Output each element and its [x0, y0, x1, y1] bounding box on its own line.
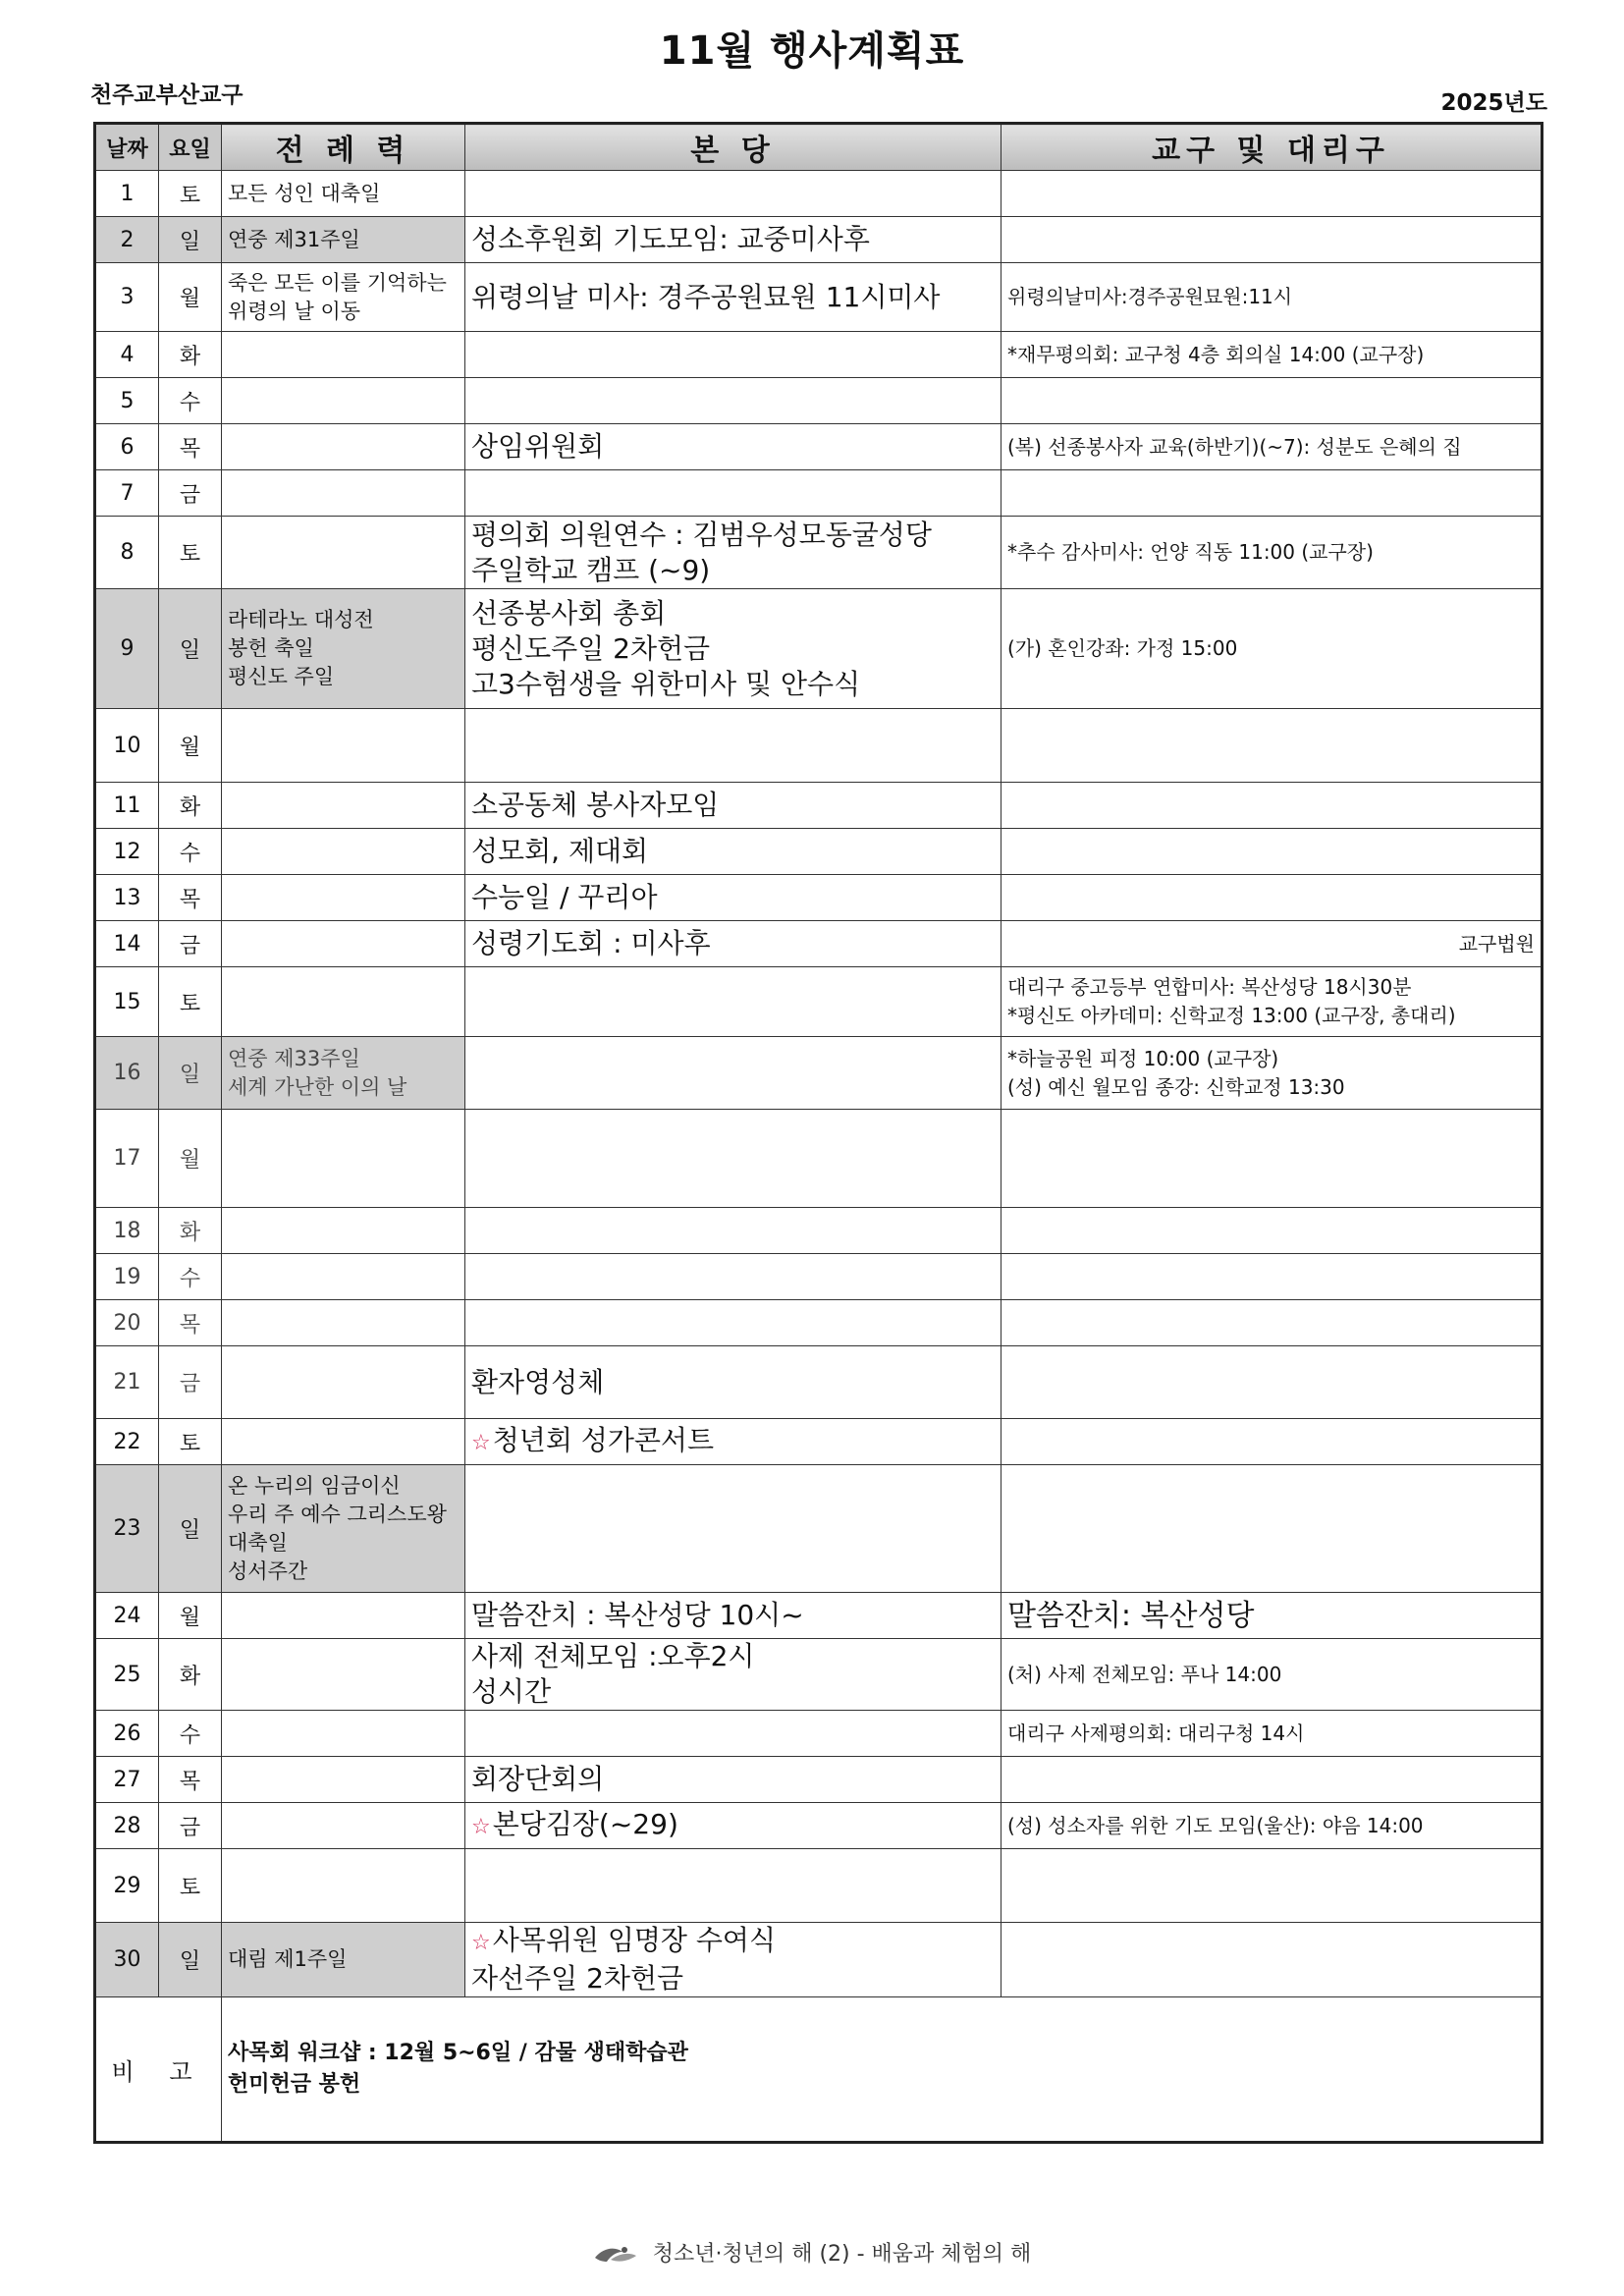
date-cell: 28 — [95, 1803, 159, 1849]
district-cell — [1001, 1639, 1543, 1711]
parish-cell — [465, 1849, 1001, 1923]
date-cell: 21 — [95, 1346, 159, 1419]
parish-line: 선종봉사회 총회 — [471, 596, 667, 629]
liturgy-cell — [222, 171, 465, 217]
liturgy-line: 우리 주 예수 그리스도왕 — [228, 1502, 447, 1526]
parish-line-text: 사목위원 임명장 수여식 — [492, 1924, 777, 1956]
footer — [0, 2237, 1624, 2268]
parish-cell — [465, 1923, 1001, 1997]
liturgy-line: 모든 성인 대축일 — [228, 181, 381, 205]
parish-line: 주일학교 캠프 (~9) — [471, 553, 711, 586]
remarks-line: 사목회 워크샵 : 12월 5~6일 / 감물 생태학습관 — [228, 2041, 688, 2065]
parish-line: 상임위원회 — [471, 430, 605, 463]
date-cell: 26 — [95, 1711, 159, 1757]
parish-cell — [465, 332, 1001, 378]
parish-cell — [465, 171, 1001, 217]
parish-line: 회장단회의 — [471, 1763, 605, 1795]
parish-line: 평신도주일 2차헌금 — [471, 631, 711, 665]
parish-cell — [465, 1037, 1001, 1110]
remarks-row — [95, 1997, 1543, 2143]
liturgy-cell — [222, 1208, 465, 1254]
red-star-icon: ☆ — [471, 1814, 491, 1839]
weekday-cell: 수 — [159, 378, 222, 424]
weekday-cell: 수 — [159, 1711, 222, 1757]
weekday-cell: 금 — [159, 470, 222, 517]
liturgy-cell — [222, 1465, 465, 1593]
date-cell: 20 — [95, 1300, 159, 1346]
remarks-line: 헌미헌금 봉헌 — [228, 2072, 361, 2097]
parish-cell — [465, 921, 1001, 967]
liturgy-cell — [222, 1593, 465, 1639]
date-cell: 19 — [95, 1254, 159, 1300]
schedule-table — [93, 122, 1543, 2144]
date-cell: 27 — [95, 1757, 159, 1803]
parish-line: 환자영성체 — [471, 1365, 605, 1398]
date-cell: 23 — [95, 1465, 159, 1593]
date-cell: 16 — [95, 1037, 159, 1110]
column-header-date: 날짜 — [95, 124, 159, 171]
table-row — [95, 967, 1543, 1037]
table-row — [95, 1346, 1543, 1419]
weekday-cell: 화 — [159, 332, 222, 378]
date-cell: 22 — [95, 1419, 159, 1465]
liturgy-cell — [222, 1923, 465, 1997]
liturgy-cell — [222, 470, 465, 517]
year-label: 2025년도 — [1440, 90, 1547, 116]
table-row — [95, 921, 1543, 967]
parish-cell — [465, 875, 1001, 921]
table-row — [95, 1254, 1543, 1300]
liturgy-cell — [222, 709, 465, 783]
weekday-cell: 월 — [159, 1593, 222, 1639]
liturgy-cell — [222, 1757, 465, 1803]
district-cell — [1001, 1254, 1543, 1300]
district-cell — [1001, 332, 1543, 378]
date-cell: 11 — [95, 783, 159, 829]
liturgy-cell — [222, 1300, 465, 1346]
table-row — [95, 1419, 1543, 1465]
liturgy-cell — [222, 1419, 465, 1465]
parish-cell — [465, 783, 1001, 829]
weekday-cell: 화 — [159, 1208, 222, 1254]
date-cell: 1 — [95, 171, 159, 217]
liturgy-cell — [222, 1037, 465, 1110]
district-cell — [1001, 171, 1543, 217]
liturgy-cell — [222, 263, 465, 332]
weekday-cell: 일 — [159, 1037, 222, 1110]
red-star-icon: ☆ — [471, 1931, 491, 1955]
table-row — [95, 378, 1543, 424]
parish-line: 성시간 — [471, 1675, 552, 1708]
liturgy-cell — [222, 589, 465, 709]
parish-cell — [465, 1757, 1001, 1803]
parish-line — [471, 1423, 995, 1461]
liturgy-line: 성서주간 — [228, 1558, 308, 1583]
table-row — [95, 1300, 1543, 1346]
weekday-cell: 일 — [159, 589, 222, 709]
liturgy-line: 죽은 모든 이를 기억하는 — [228, 270, 447, 295]
date-cell: 24 — [95, 1593, 159, 1639]
district-cell — [1001, 378, 1543, 424]
district-cell — [1001, 709, 1543, 783]
table-row — [95, 1639, 1543, 1711]
weekday-cell: 토 — [159, 517, 222, 589]
date-cell: 12 — [95, 829, 159, 875]
liturgy-line: 온 누리의 임금이신 — [228, 1473, 401, 1498]
date-cell: 3 — [95, 263, 159, 332]
weekday-cell: 화 — [159, 783, 222, 829]
parish-cell — [465, 1346, 1001, 1419]
district-line: *하늘공원 피정 10:00 (교구장) — [1007, 1046, 1279, 1070]
district-cell — [1001, 1465, 1543, 1593]
parish-line — [471, 1961, 995, 1996]
parish-line: 소공동체 봉사자모임 — [471, 789, 720, 821]
liturgy-line: 연중 제31주일 — [228, 227, 360, 251]
district-cell — [1001, 1757, 1543, 1803]
parish-cell — [465, 1208, 1001, 1254]
liturgy-line: 대림 제1주일 — [228, 1947, 348, 1971]
organization-name: 천주교부산교구 — [90, 82, 244, 108]
date-cell: 29 — [95, 1849, 159, 1923]
table-row — [95, 1757, 1543, 1803]
district-line: 대리구 중고등부 연합미사: 복산성당 18시30분 — [1007, 975, 1412, 999]
parish-cell — [465, 1110, 1001, 1208]
weekday-cell: 토 — [159, 171, 222, 217]
parish-line — [471, 1807, 995, 1845]
weekday-cell: 토 — [159, 1849, 222, 1923]
liturgy-cell — [222, 1711, 465, 1757]
district-cell — [1001, 470, 1543, 517]
parish-line-text: 본당김장(~29) — [492, 1807, 678, 1840]
liturgy-cell — [222, 1110, 465, 1208]
district-cell — [1001, 1923, 1543, 1997]
district-line: (처) 사제 전체모임: 푸나 14:00 — [1007, 1662, 1282, 1686]
district-cell — [1001, 921, 1543, 967]
table-row — [95, 217, 1543, 263]
table-row — [95, 1711, 1543, 1757]
parish-line — [471, 1923, 995, 1961]
parish-line: 성령기도회 : 미사후 — [471, 927, 711, 959]
table-row — [95, 1849, 1543, 1923]
schedule-body — [95, 171, 1543, 1997]
table-row — [95, 424, 1543, 470]
date-cell: 13 — [95, 875, 159, 921]
date-cell: 2 — [95, 217, 159, 263]
liturgy-cell — [222, 1849, 465, 1923]
date-cell: 18 — [95, 1208, 159, 1254]
district-cell — [1001, 875, 1543, 921]
liturgy-cell — [222, 921, 465, 967]
district-line: 위령의날미사:경주공원묘원:11시 — [1007, 285, 1293, 308]
weekday-cell: 수 — [159, 1254, 222, 1300]
column-header-parish: 본 당 — [465, 124, 1001, 171]
red-star-icon: ☆ — [471, 1430, 491, 1455]
column-header-weekday: 요일 — [159, 124, 222, 171]
remarks-label: 비 고 — [95, 1997, 222, 2143]
district-cell — [1001, 589, 1543, 709]
district-line: *평신도 아카데미: 신학교정 13:00 (교구장, 총대리) — [1007, 1004, 1456, 1027]
liturgy-cell — [222, 1346, 465, 1419]
date-cell: 7 — [95, 470, 159, 517]
parish-cell — [465, 1593, 1001, 1639]
date-cell: 14 — [95, 921, 159, 967]
parish-cell — [465, 589, 1001, 709]
table-header-row — [95, 124, 1543, 171]
parish-cell — [465, 1419, 1001, 1465]
district-line: (성) 성소자를 위한 기도 모임(울산): 야음 14:00 — [1007, 1813, 1424, 1837]
footer-text: 청소년·청년의 해 (2) - 배움과 체험의 해 — [652, 2242, 1032, 2267]
parish-line: 고3수험생을 위한미사 및 안수식 — [471, 667, 861, 700]
district-cell — [1001, 217, 1543, 263]
liturgy-cell — [222, 1803, 465, 1849]
date-cell: 10 — [95, 709, 159, 783]
table-row — [95, 470, 1543, 517]
district-line: *재무평의회: 교구청 4층 회의실 14:00 (교구장) — [1007, 342, 1425, 366]
page-title: 11월 행사계획표 — [659, 28, 965, 74]
parish-line: 사제 전체모임 :오후2시 — [471, 1640, 755, 1672]
parish-cell — [465, 1254, 1001, 1300]
weekday-cell: 월 — [159, 709, 222, 783]
column-header-liturgy: 전 례 력 — [222, 124, 465, 171]
weekday-cell: 일 — [159, 1465, 222, 1593]
parish-cell — [465, 829, 1001, 875]
district-line: (성) 예신 월모임 종강: 신학교정 13:30 — [1007, 1074, 1345, 1099]
district-cell — [1001, 263, 1543, 332]
district-cell — [1001, 517, 1543, 589]
liturgy-line: 대축일 — [228, 1530, 288, 1555]
district-line: (가) 혼인강좌: 가정 15:00 — [1007, 636, 1238, 660]
parish-line: 평의회 의원연수 : 김범우성모동굴성당 — [471, 518, 932, 551]
weekday-cell: 토 — [159, 967, 222, 1037]
column-header-district: 교구 및 대리구 — [1001, 124, 1543, 171]
weekday-cell: 일 — [159, 217, 222, 263]
liturgy-cell — [222, 517, 465, 589]
parish-line-text: 청년회 성가콘서트 — [492, 1423, 715, 1456]
date-cell: 25 — [95, 1639, 159, 1711]
parish-cell — [465, 378, 1001, 424]
table-row — [95, 589, 1543, 709]
parish-line: 위령의날 미사: 경주공원묘원 11시미사 — [471, 280, 941, 313]
table-row — [95, 517, 1543, 589]
parish-line: 성모회, 제대회 — [471, 835, 649, 867]
district-cell — [1001, 1711, 1543, 1757]
parish-cell — [465, 217, 1001, 263]
liturgy-cell — [222, 783, 465, 829]
district-cell — [1001, 1300, 1543, 1346]
district-cell — [1001, 829, 1543, 875]
liturgy-cell — [222, 217, 465, 263]
table-row — [95, 783, 1543, 829]
liturgy-cell — [222, 875, 465, 921]
district-cell — [1001, 1208, 1543, 1254]
liturgy-cell — [222, 1254, 465, 1300]
weekday-cell: 수 — [159, 829, 222, 875]
parish-cell — [465, 517, 1001, 589]
table-row — [95, 1923, 1543, 1997]
parish-cell — [465, 967, 1001, 1037]
parish-line-text: 자선주일 2차헌금 — [471, 1962, 684, 1995]
date-cell: 9 — [95, 589, 159, 709]
district-line: 대리구 사제평의회: 대리구청 14시 — [1007, 1721, 1305, 1745]
weekday-cell: 토 — [159, 1419, 222, 1465]
parish-cell — [465, 1803, 1001, 1849]
liturgy-cell — [222, 332, 465, 378]
table-row — [95, 1037, 1543, 1110]
district-cell — [1001, 1110, 1543, 1208]
district-cell — [1001, 424, 1543, 470]
district-line: *추수 감사미사: 언양 직동 11:00 (교구장) — [1007, 540, 1374, 564]
date-cell: 5 — [95, 378, 159, 424]
date-cell: 17 — [95, 1110, 159, 1208]
parish-cell — [465, 424, 1001, 470]
parish-line: 말씀잔치 : 복산성당 10시~ — [471, 1599, 804, 1631]
district-cell — [1001, 783, 1543, 829]
parish-cell — [465, 1300, 1001, 1346]
district-line: 말씀잔치: 복산성당 — [1007, 1598, 1255, 1633]
liturgy-cell — [222, 1639, 465, 1711]
parish-cell — [465, 1639, 1001, 1711]
weekday-cell: 월 — [159, 263, 222, 332]
weekday-cell: 화 — [159, 1639, 222, 1711]
district-cell — [1001, 1419, 1543, 1465]
weekday-cell: 일 — [159, 1923, 222, 1997]
table-row — [95, 1110, 1543, 1208]
date-cell: 15 — [95, 967, 159, 1037]
weekday-cell: 월 — [159, 1110, 222, 1208]
liturgy-cell — [222, 424, 465, 470]
district-cell — [1001, 1593, 1543, 1639]
table-row — [95, 332, 1543, 378]
liturgy-line: 라테라노 대성전 — [228, 608, 374, 631]
district-cell — [1001, 1037, 1543, 1110]
table-row — [95, 829, 1543, 875]
parish-cell — [465, 1465, 1001, 1593]
liturgy-line: 연중 제33주일 — [228, 1046, 360, 1070]
district-cell — [1001, 1849, 1543, 1923]
weekday-cell: 목 — [159, 1757, 222, 1803]
district-cell — [1001, 967, 1543, 1037]
youth-year-logo-icon — [593, 2244, 638, 2266]
table-row — [95, 263, 1543, 332]
parish-cell — [465, 263, 1001, 332]
liturgy-line: 평신도 주일 — [228, 665, 335, 688]
date-cell: 8 — [95, 517, 159, 589]
remarks-content — [222, 1997, 1543, 2143]
weekday-cell: 목 — [159, 424, 222, 470]
liturgy-cell — [222, 378, 465, 424]
liturgy-line: 세계 가난한 이의 날 — [228, 1074, 407, 1099]
district-right-note: 교구법원 — [1458, 931, 1535, 956]
date-cell: 30 — [95, 1923, 159, 1997]
table-row — [95, 1465, 1543, 1593]
parish-cell — [465, 1711, 1001, 1757]
weekday-cell: 목 — [159, 875, 222, 921]
table-row — [95, 1803, 1543, 1849]
parish-cell — [465, 709, 1001, 783]
weekday-cell: 금 — [159, 1346, 222, 1419]
table-row — [95, 1593, 1543, 1639]
liturgy-cell — [222, 829, 465, 875]
date-cell: 6 — [95, 424, 159, 470]
district-cell — [1001, 1346, 1543, 1419]
liturgy-line: 봉헌 축일 — [228, 636, 314, 660]
parish-cell — [465, 470, 1001, 517]
parish-line: 수능일 / 꾸리아 — [471, 881, 658, 913]
district-line: (복) 선종봉사자 교육(하반기)(~7): 성분도 은혜의 집 — [1007, 434, 1462, 459]
table-row — [95, 709, 1543, 783]
table-row — [95, 1208, 1543, 1254]
table-row — [95, 171, 1543, 217]
weekday-cell: 목 — [159, 1300, 222, 1346]
table-row — [95, 875, 1543, 921]
liturgy-line: 위령의 날 이동 — [228, 299, 361, 323]
parish-line: 성소후원회 기도모임: 교중미사후 — [471, 223, 870, 255]
date-cell: 4 — [95, 332, 159, 378]
district-cell — [1001, 1803, 1543, 1849]
liturgy-cell — [222, 967, 465, 1037]
weekday-cell: 금 — [159, 921, 222, 967]
weekday-cell: 금 — [159, 1803, 222, 1849]
